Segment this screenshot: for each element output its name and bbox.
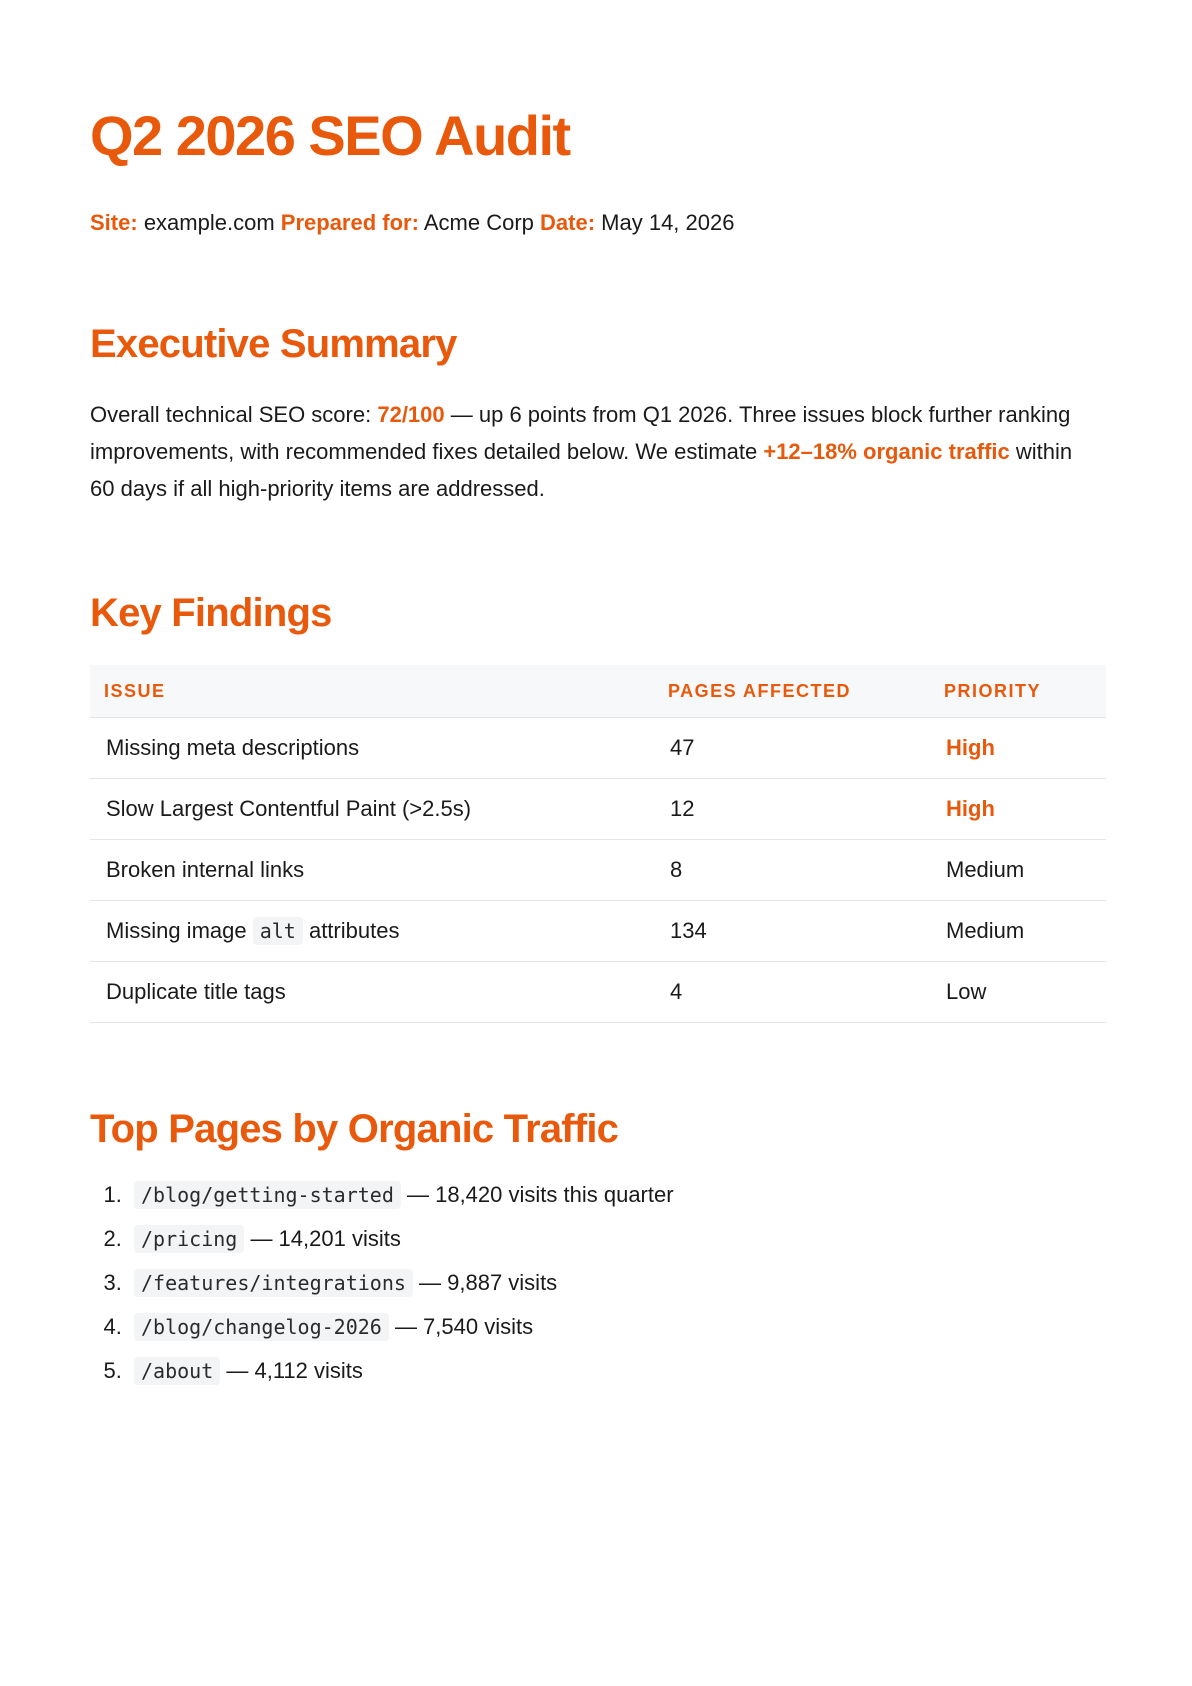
list-item xyxy=(128,1173,1102,1217)
date-value: May 14, 2026 xyxy=(601,210,735,235)
page-path: /blog/changelog-2026 xyxy=(134,1313,389,1341)
table-row xyxy=(90,962,1106,1023)
column-header-priority: PRIORITY xyxy=(930,665,1106,718)
priority-cell: Medium xyxy=(930,901,1106,962)
pages-affected-cell: 47 xyxy=(654,718,930,779)
executive-summary-section xyxy=(90,318,1102,507)
key-findings-heading: Key Findings xyxy=(90,591,332,635)
priority-cell: High xyxy=(930,779,1106,840)
page-path: /blog/getting-started xyxy=(134,1181,401,1209)
prepared-for-value: Acme Corp xyxy=(423,210,534,235)
page-path: /features/integrations xyxy=(134,1269,413,1297)
list-item xyxy=(128,1349,1102,1393)
table-row xyxy=(90,779,1106,840)
page-path: /pricing xyxy=(134,1225,244,1253)
pages-affected-cell: 134 xyxy=(654,901,930,962)
key-findings-section xyxy=(90,587,1102,1023)
issue-text: attributes xyxy=(302,918,400,943)
issue-cell: Broken internal links xyxy=(90,840,654,901)
priority-cell: Low xyxy=(930,962,1106,1023)
issue-cell xyxy=(90,901,654,962)
issue-cell: Duplicate title tags xyxy=(90,962,654,1023)
executive-summary-text xyxy=(90,396,1102,507)
date-label: Date: xyxy=(540,210,596,235)
table-row xyxy=(90,718,1106,779)
page-title: Q2 2026 SEO Audit xyxy=(90,104,570,167)
table-row xyxy=(90,901,1106,962)
findings-table xyxy=(90,665,1106,1023)
document-meta xyxy=(90,208,1102,238)
list-item xyxy=(128,1217,1102,1261)
page-visits: — 4,112 visits xyxy=(220,1358,363,1383)
pages-affected-cell: 12 xyxy=(654,779,930,840)
issue-cell: Missing meta descriptions xyxy=(90,718,654,779)
top-pages-heading: Top Pages by Organic Traffic xyxy=(90,1107,619,1151)
issue-cell: Slow Largest Contentful Paint (>2.5s) xyxy=(90,779,654,840)
prepared-for-label: Prepared for: xyxy=(280,210,419,235)
list-item xyxy=(128,1261,1102,1305)
column-header-pages-affected: PAGES AFFECTED xyxy=(654,665,930,718)
page-visits: — 14,201 visits xyxy=(244,1226,401,1251)
page-path: /about xyxy=(134,1357,220,1385)
top-pages-section xyxy=(90,1103,1102,1393)
table-header-row xyxy=(90,665,1106,718)
issue-text: Missing image xyxy=(106,918,253,943)
pages-affected-cell: 4 xyxy=(654,962,930,1023)
traffic-estimate: +12–18% organic traffic xyxy=(763,439,1010,464)
top-pages-list xyxy=(90,1173,1102,1393)
page-visits: — 7,540 visits xyxy=(388,1314,534,1339)
site-label: Site: xyxy=(90,210,138,235)
executive-summary-heading: Executive Summary xyxy=(90,322,457,366)
summary-text-part: — up 6 points from Q1 2026. Three issues block further ranking improvements, with recommended fixes detailed below. We estimate xyxy=(90,402,1071,464)
priority-cell: High xyxy=(930,718,1106,779)
priority-cell: Medium xyxy=(930,840,1106,901)
seo-score: 72/100 xyxy=(377,402,445,427)
list-item xyxy=(128,1305,1102,1349)
column-header-issue: ISSUE xyxy=(90,665,654,718)
page-visits: — 9,887 visits xyxy=(412,1270,558,1295)
site-value: example.com xyxy=(143,210,275,235)
pages-affected-cell: 8 xyxy=(654,840,930,901)
summary-text-part: Overall technical SEO score: xyxy=(90,402,378,427)
page-visits: — 18,420 visits this quarter xyxy=(400,1182,674,1207)
summary-text-part: within 60 days if all high-priority items are addressed. xyxy=(90,439,1073,501)
alt-code: alt xyxy=(253,917,303,945)
table-row xyxy=(90,840,1106,901)
